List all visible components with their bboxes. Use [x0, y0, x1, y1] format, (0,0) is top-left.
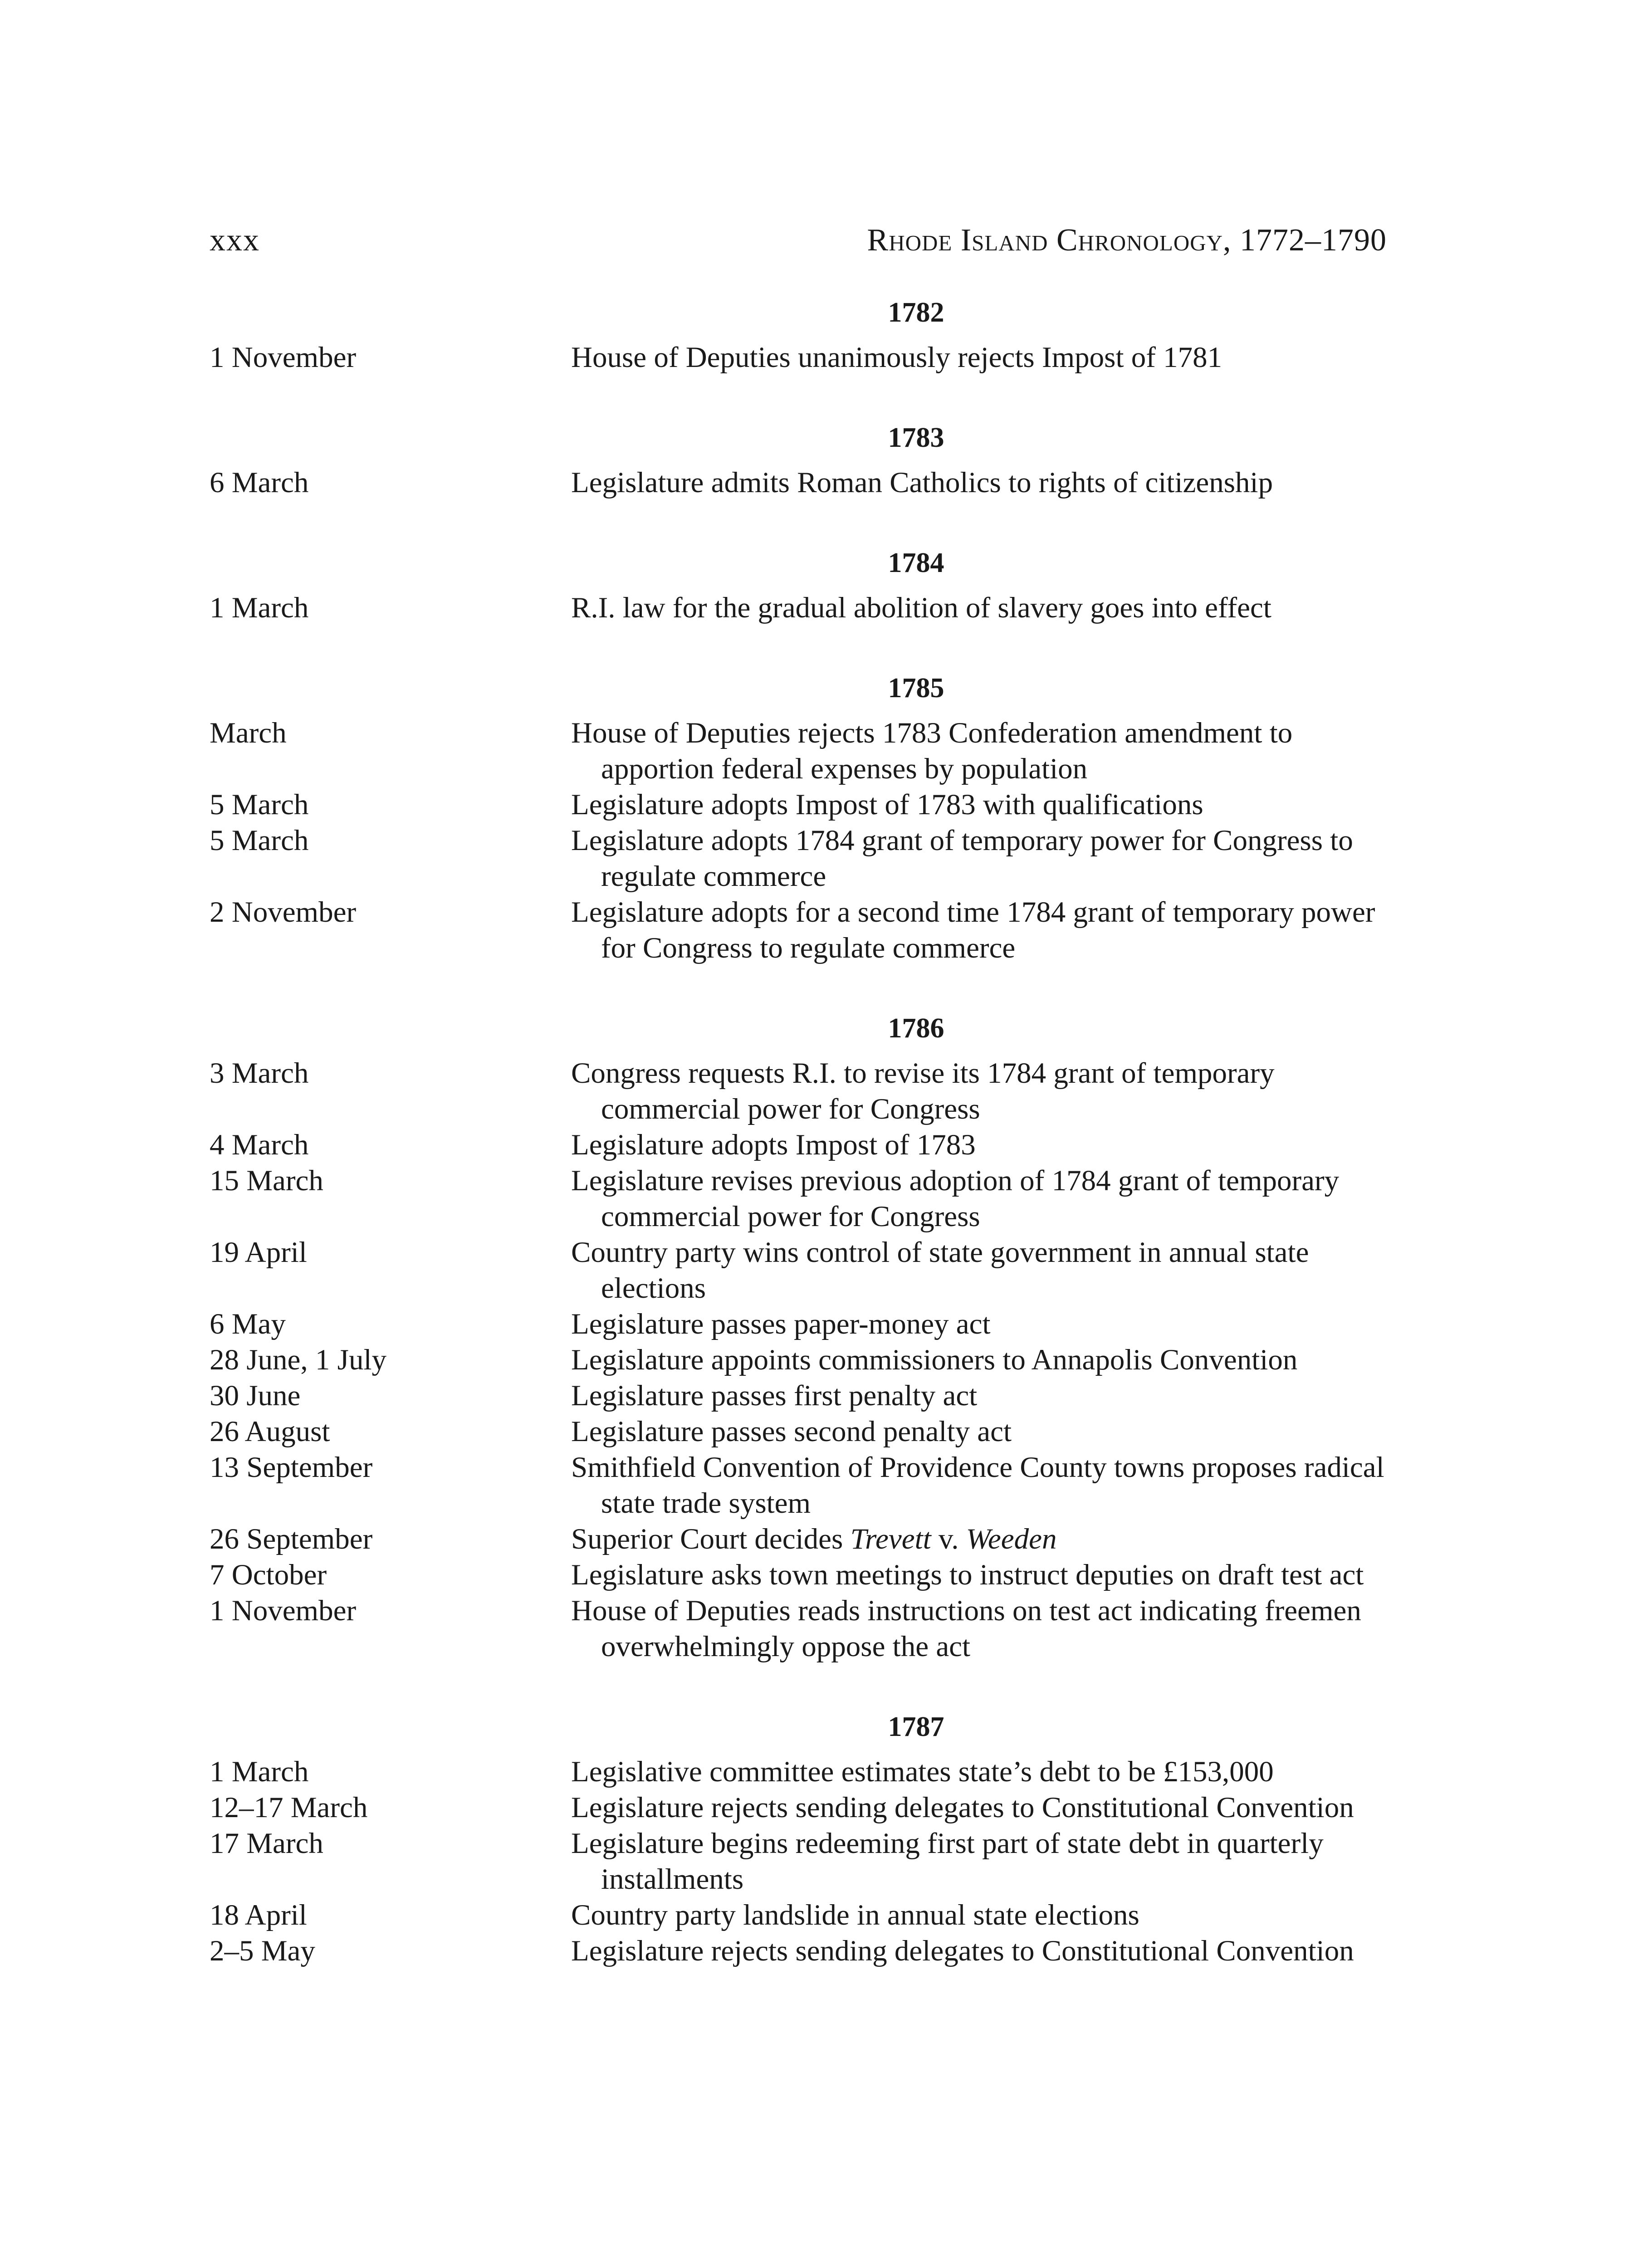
running-title: Rhode Island Chronology, 1772–1790 [867, 223, 1387, 258]
entry-text: Legislature rejects sending delegates to Constitutional Convention [571, 1935, 1354, 1967]
chronology-entry [210, 1127, 1387, 1163]
entry-text: Legislature begins redeeming first part of state debt in quarterly installments [571, 1827, 1324, 1896]
case-party-defendant: Weeden [966, 1523, 1057, 1555]
year-section [210, 1011, 1387, 1665]
entry-text: Legislature admits Roman Catholics to rights of citizenship [571, 466, 1273, 499]
chronology-entry [210, 1593, 1387, 1665]
year-section [210, 295, 1387, 376]
entry-date: 30 June [210, 1379, 301, 1412]
entry-text: House of Deputies rejects 1783 Confederation amendment to apportion federal expenses by population [571, 717, 1293, 785]
chronology-entry [210, 1306, 1387, 1342]
entry-date: 5 March [210, 824, 309, 857]
entry-date: 17 March [210, 1827, 323, 1860]
entry-text: Legislative committee estimates state’s debt to be £153,000 [571, 1755, 1274, 1788]
case-versus: v. [931, 1523, 966, 1555]
entry-date: 26 September [210, 1523, 373, 1555]
entry-text: Country party landslide in annual state elections [571, 1899, 1139, 1931]
page-header [210, 218, 1387, 263]
entry-date: 2–5 May [210, 1935, 315, 1967]
chronology-entry [210, 1163, 1387, 1235]
entry-date: 18 April [210, 1899, 307, 1931]
entry-text: House of Deputies unanimously rejects Impost of 1781 [571, 341, 1222, 374]
chronology-entry [210, 1521, 1387, 1557]
entry-date: 19 April [210, 1236, 307, 1269]
year-heading: 1784 [888, 547, 944, 578]
entry-date: 28 June, 1 July [210, 1344, 386, 1376]
entry-text: Legislature appoints commissioners to Annapolis Convention [571, 1344, 1298, 1376]
entry-date: 2 November [210, 896, 357, 929]
chronology-entry [210, 590, 1387, 626]
year-heading: 1786 [888, 1013, 944, 1044]
chronology-entry [210, 1378, 1387, 1414]
entry-date: 15 March [210, 1164, 323, 1197]
chronology-entry [210, 894, 1387, 966]
chronology-entry [210, 465, 1387, 501]
entry-text-lead: Superior Court decides [571, 1523, 851, 1555]
entry-text: Country party wins control of state government in annual state elections [571, 1236, 1309, 1305]
entry-date: 6 March [210, 466, 309, 499]
entry-text [571, 1521, 1387, 1557]
chronology-entry [210, 823, 1387, 894]
entry-text: Legislature revises previous adoption of 1784 grant of temporary commercial power for Congress [571, 1164, 1340, 1233]
entry-date: March [210, 717, 287, 749]
entry-text: Legislature passes first penalty act [571, 1379, 978, 1412]
chronology-entry [210, 1235, 1387, 1306]
entry-date: 5 March [210, 788, 309, 821]
entry-date: 26 August [210, 1415, 330, 1448]
page-number: xxx [210, 223, 260, 258]
year-section [210, 1709, 1387, 1969]
entry-text: Legislature adopts for a second time 1784 grant of temporary power for Congress to regulate commerce [571, 896, 1375, 964]
chronology-entry [210, 1557, 1387, 1593]
year-heading: 1783 [888, 422, 944, 453]
chronology-list [210, 295, 1387, 1969]
chronology-entry [210, 715, 1387, 787]
entry-text: Legislature adopts 1784 grant of temporary power for Congress to regulate commerce [571, 824, 1353, 893]
year-section [210, 420, 1387, 501]
chronology-entry [210, 1933, 1387, 1969]
chronology-entry [210, 1754, 1387, 1790]
entry-date: 12–17 March [210, 1791, 368, 1824]
chronology-entry [210, 1414, 1387, 1450]
case-party-plaintiff: Trevett [850, 1523, 931, 1555]
year-section [210, 545, 1387, 626]
chronology-entry [210, 1790, 1387, 1826]
chronology-entry [210, 1342, 1387, 1378]
entry-text: Legislature adopts Impost of 1783 with qualifications [571, 788, 1203, 821]
chronology-entry [210, 1056, 1387, 1127]
entry-date: 13 September [210, 1451, 373, 1484]
entry-text: Legislature passes second penalty act [571, 1415, 1012, 1448]
year-heading: 1787 [888, 1711, 944, 1742]
entry-text: Smithfield Convention of Providence County towns proposes radical state trade system [571, 1451, 1384, 1520]
entry-text: R.I. law for the gradual abolition of slavery goes into effect [571, 591, 1271, 624]
entry-date: 3 March [210, 1057, 309, 1090]
chronology-entry [210, 787, 1387, 823]
chronology-entry [210, 1450, 1387, 1521]
entry-text: Legislature adopts Impost of 1783 [571, 1129, 976, 1161]
chronology-entry [210, 1897, 1387, 1933]
entry-date: 4 March [210, 1129, 309, 1161]
entry-date: 1 November [210, 341, 357, 374]
entry-text: Legislature rejects sending delegates to Constitutional Convention [571, 1791, 1354, 1824]
entry-date: 1 March [210, 1755, 309, 1788]
chronology-entry [210, 340, 1387, 376]
entry-text: Legislature asks town meetings to instruct deputies on draft test act [571, 1559, 1364, 1591]
entry-date: 6 May [210, 1308, 286, 1340]
year-heading: 1785 [888, 673, 944, 704]
entry-date: 1 November [210, 1594, 357, 1627]
entry-date: 7 October [210, 1559, 327, 1591]
entry-text: Legislature passes paper-money act [571, 1308, 991, 1340]
entry-date: 1 March [210, 591, 309, 624]
entry-text: House of Deputies reads instructions on test act indicating freemen overwhelmingly oppose the act [571, 1594, 1361, 1663]
year-heading: 1782 [888, 297, 944, 328]
year-section [210, 670, 1387, 966]
entry-text: Congress requests R.I. to revise its 1784 grant of temporary commercial power for Congress [571, 1057, 1275, 1125]
chronology-entry [210, 1826, 1387, 1897]
